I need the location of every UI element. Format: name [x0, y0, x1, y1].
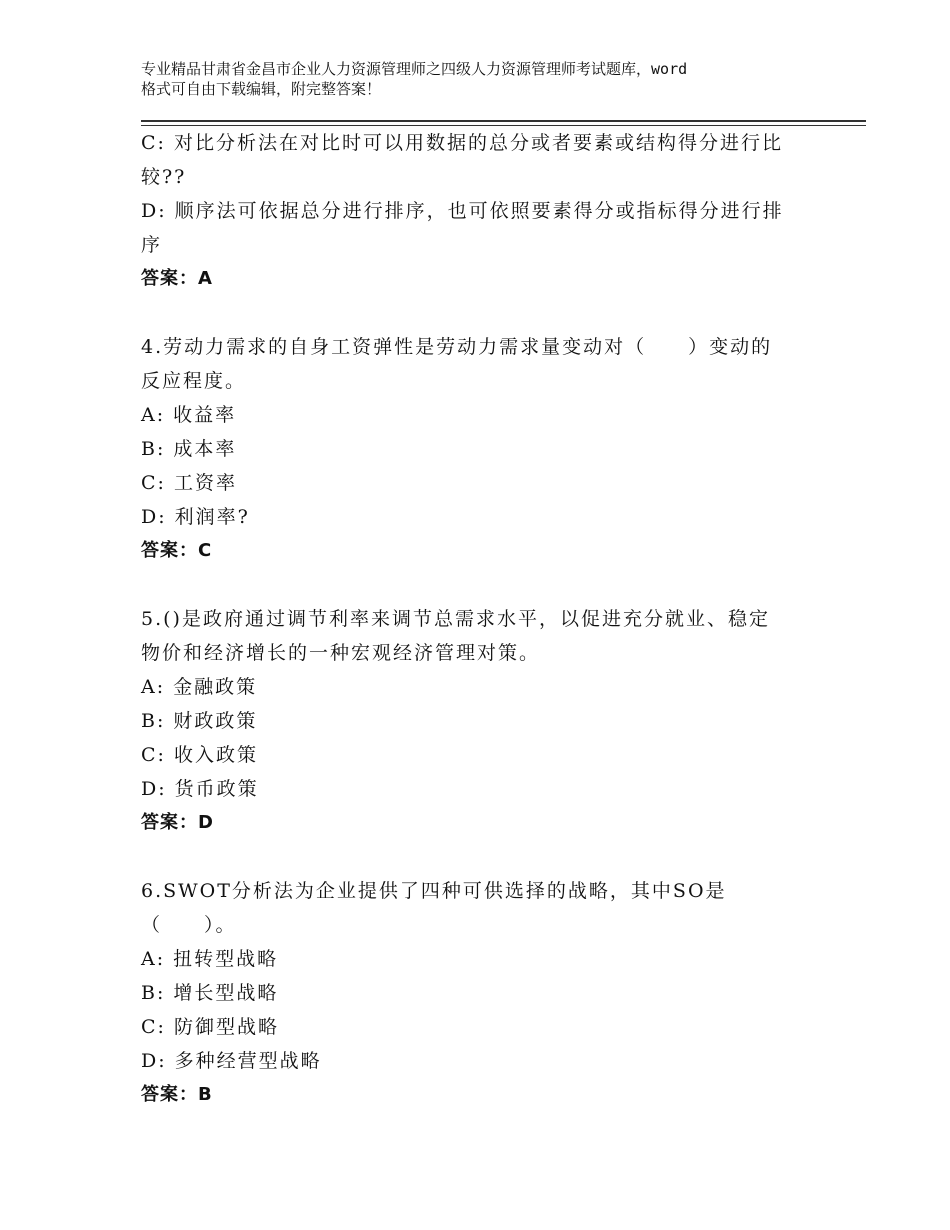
option-c-line-2: 较??: [141, 166, 187, 188]
option-d: D: 利润率?: [141, 506, 250, 528]
answer: 答案：A: [141, 268, 213, 289]
option-c: C: 防御型战略: [141, 1016, 279, 1038]
spacer: [141, 568, 821, 602]
question-5: [141, 602, 821, 840]
option-d-line-2: 序: [141, 234, 163, 256]
option-a: A: 收益率: [141, 404, 237, 426]
question-stem-line-2: （ ）。: [141, 914, 237, 936]
question-6: [141, 874, 821, 1112]
question-stem-line-2: 物价和经济增长的一种宏观经济管理对策。: [141, 642, 541, 664]
option-d: D: 多种经营型战略: [141, 1050, 322, 1072]
answer: 答案：C: [141, 540, 213, 561]
question-content: [141, 126, 821, 1112]
question-stem-line-1: 6.SWOT分析法为企业提供了四种可供选择的战略，其中SO是: [141, 880, 727, 902]
option-c: C: 收入政策: [141, 744, 258, 766]
header-divider-thick: [141, 120, 866, 122]
option-b: B: 成本率: [141, 438, 237, 460]
option-c: C: 工资率: [141, 472, 237, 494]
spacer: [141, 296, 821, 330]
spacer: [141, 840, 821, 874]
question-stem-line-1: 4.劳动力需求的自身工资弹性是劳动力需求量变动对（ ）变动的: [141, 336, 773, 358]
question-3-continued: [141, 126, 821, 296]
option-a: A: 金融政策: [141, 676, 258, 698]
question-4: [141, 330, 821, 568]
header-line-1: 专业精品甘肃省金昌市企业人力资源管理师之四级人力资源管理师考试题库，word: [141, 60, 688, 78]
answer: 答案：B: [141, 1084, 213, 1105]
question-stem-line-1: 5.()是政府通过调节利率来调节总需求水平，以促进充分就业、稳定: [141, 608, 770, 630]
option-b: B: 财政政策: [141, 710, 258, 732]
answer: 答案：D: [141, 812, 214, 833]
option-c-line-1: C: 对比分析法在对比时可以用数据的总分或者要素或结构得分进行比: [141, 132, 783, 154]
option-d-line-1: D: 顺序法可依据总分进行排序，也可依照要素得分或指标得分进行排: [141, 200, 784, 222]
option-b: B: 增长型战略: [141, 982, 279, 1004]
option-d: D: 货币政策: [141, 778, 259, 800]
question-stem-line-2: 反应程度。: [141, 370, 247, 392]
document-header: [141, 59, 831, 99]
header-line-2: 格式可自由下载编辑，附完整答案！: [141, 80, 382, 98]
option-a: A: 扭转型战略: [141, 948, 279, 970]
